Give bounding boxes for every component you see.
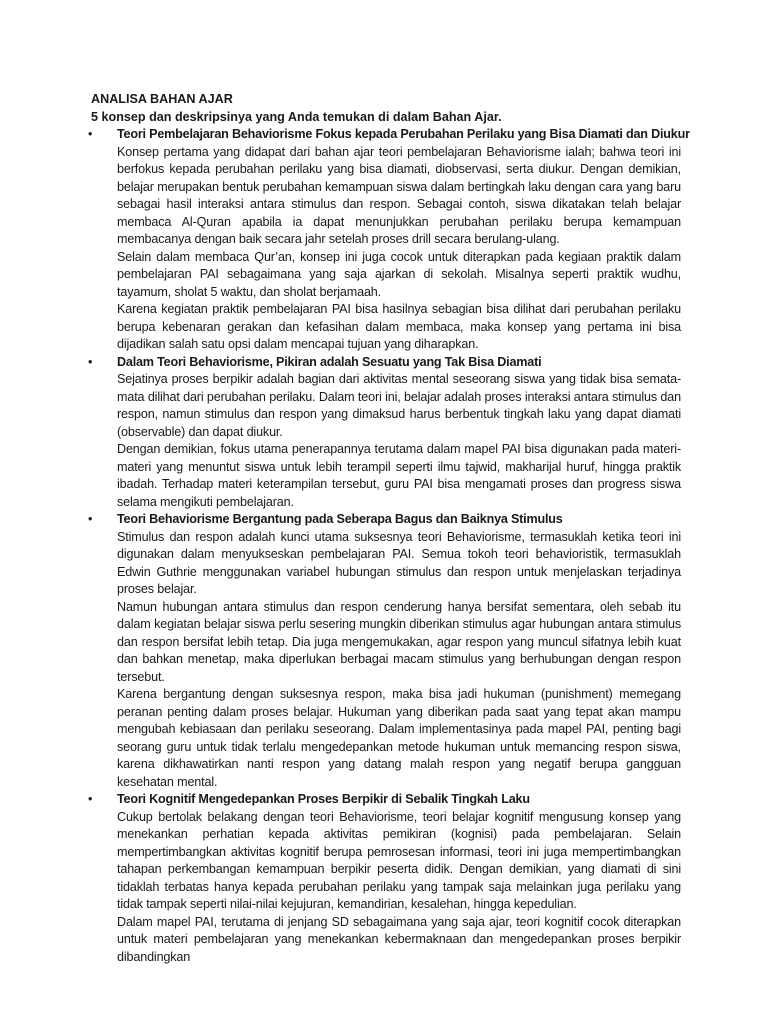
section-heading: Teori Kognitif Mengedepankan Proses Berpikir di Sebalik Tingkah Laku — [117, 792, 530, 806]
section-paragraph: Sejatinya proses berpikir adalah bagian dari aktivitas mental seseorang siswa yang tidak bisa semata-mata dilihat dari perubahan perilaku. Dalam teori ini, belajar adalah proses interaksi antara stimulus dan respon, namun stimulus dan respon yang dimaksud harus berbentuk tingkah laku yang dapat diamati (observable) dan dapat diukur. — [117, 372, 681, 439]
section-paragraph: Dalam mapel PAI, terutama di jenjang SD sebagaimana yang saja ajar, teori kognitif cocok diterapkan untuk materi pembelajaran yang menekankan kebermaknaan dan mengedepankan proses berpikir dibandingkan — [117, 914, 681, 964]
section-paragraph: Konsep pertama yang didapat dari bahan ajar teori pembelajaran Behaviorisme ialah; bahwa teori ini berfokus kepada perubahan perilaku yang bisa diamati, diobservasi, serta diukur. Dengan demikian, belajar merupakan bentuk perubahan kemampuan siswa dalam bertingkah laku dengan cara yang baru sebagai hasil interaksi antara stimulus dan respon. Sebagai contoh, siswa dikatakan telah belajar membaca Al-Quran apabila ia dapat menunjukkan perubahan perilaku berupa kemampuan membacanya dengan baik secara jahr setelah proses drill secara berulang-ulang. — [117, 144, 681, 246]
section-3 — [88, 511, 681, 791]
section-heading: Teori Behaviorisme Bergantung pada Seberapa Bagus dan Baiknya Stimulus — [117, 512, 563, 526]
section-paragraph: Karena bergantung dengan suksesnya respon, maka bisa jadi hukuman (punishment) memegang peranan penting dalam proses belajar. Hukuman yang diberikan pada saat yang tepat akan mampu mengubah kebiasaan dan perilaku seseorang. Dalam implementasinya pada mapel PAI, penting bagi seorang guru untuk tidak terlalu mengedepankan metode hukuman untuk memancing respon siswa, karena dikhawatirkan nanti respon yang datang malah respon yang negatif berupa gangguan kesehatan mental. — [117, 687, 681, 789]
section-2 — [88, 354, 681, 512]
section-paragraph: Stimulus dan respon adalah kunci utama suksesnya teori Behaviorisme, termasuklah ketika teori ini digunakan dalam menyukseskan pembelajaran PAI. Semua tokoh teori behavioristik, termasuklah Edwin Guthrie menggunakan variabel hubungan stimulus dan respon untuk menjelaskan terjadinya proses belajar. — [117, 529, 681, 596]
bullet-icon: • — [88, 127, 93, 141]
document-page — [88, 91, 690, 966]
section-paragraph: Namun hubungan antara stimulus dan respon cenderung hanya bersifat sementara, oleh sebab itu dalam kegiatan belajar siswa perlu sesering mungkin diberikan stimulus agar hubungan antara stimulus dan respon bersifat lebih tetap. Dia juga mengemukakan, agar respon yang muncul sifatnya lebih kuat dan bahkan menetap, maka diperlukan berbagai macam stimulus yang berhubungan dengan respon tersebut. — [117, 599, 681, 684]
section-1 — [88, 126, 690, 354]
section-paragraph: Karena kegiatan praktik pembelajaran PAI bisa hasilnya sebagian bisa dilihat dari perubahan perilaku berupa kebenaran gerakan dan kefasihan dalam membaca, maka konsep yang pertama ini bisa dijadikan salah satu opsi dalam mencapai tujuan yang diharapkan. — [117, 302, 681, 351]
section-paragraph: Dengan demikian, fokus utama penerapannya terutama dalam mapel PAI bisa digunakan pada materi-materi yang menuntut siswa untuk lebih terampil seperti ilmu tajwid, makharijal huruf, hingga praktik ibadah. Terhadap materi keterampilan tersebut, guru PAI bisa mengamati proses dan progress siswa selama mengikuti pembelajaran. — [117, 442, 681, 509]
section-paragraph: Selain dalam membaca Qur’an, konsep ini juga cocok untuk diterapkan pada kegiaan praktik dalam pembelajaran PAI sebagaimana yang saja ajarkan di sekolah. Misalnya seperti praktik wudhu, tayamum, sholat 5 waktu, dan sholat berjamaah. — [117, 249, 681, 299]
document-title: ANALISA BAHAN AJAR — [91, 92, 233, 106]
bullet-icon: • — [88, 354, 93, 369]
section-4 — [88, 791, 681, 966]
document-subtitle: 5 konsep dan deskripsinya yang Anda temukan di dalam Bahan Ajar. — [91, 109, 502, 124]
bullet-icon: • — [88, 792, 93, 806]
section-heading: Dalam Teori Behaviorisme, Pikiran adalah Sesuatu yang Tak Bisa Diamati — [117, 354, 542, 369]
section-heading: Teori Pembelajaran Behaviorisme Fokus kepada Perubahan Perilaku yang Bisa Diamati dan Diukur — [117, 127, 690, 141]
section-paragraph: Cukup bertolak belakang dengan teori Behaviorisme, teori belajar kognitif mengusung konsep yang menekankan perhatian kepada aktivitas pemikiran (kognisi) pada pembelajaran. Selain mempertimbangkan aktivitas kognitif berupa pemrosesan informasi, teori ini juga mempertimbangkan tahapan perkembangan kemampuan berpikir peserta didik. Dengan demikian, yang diamati di sini tidaklah terbatas hanya kepada perubahan perilaku yang tampak saja melainkan juga perilaku yang tidak tampak seperti nilai-nilai kejujuran, kemandirian, kesalehan, hingga kepedulian. — [117, 809, 681, 911]
bullet-icon: • — [88, 512, 93, 526]
